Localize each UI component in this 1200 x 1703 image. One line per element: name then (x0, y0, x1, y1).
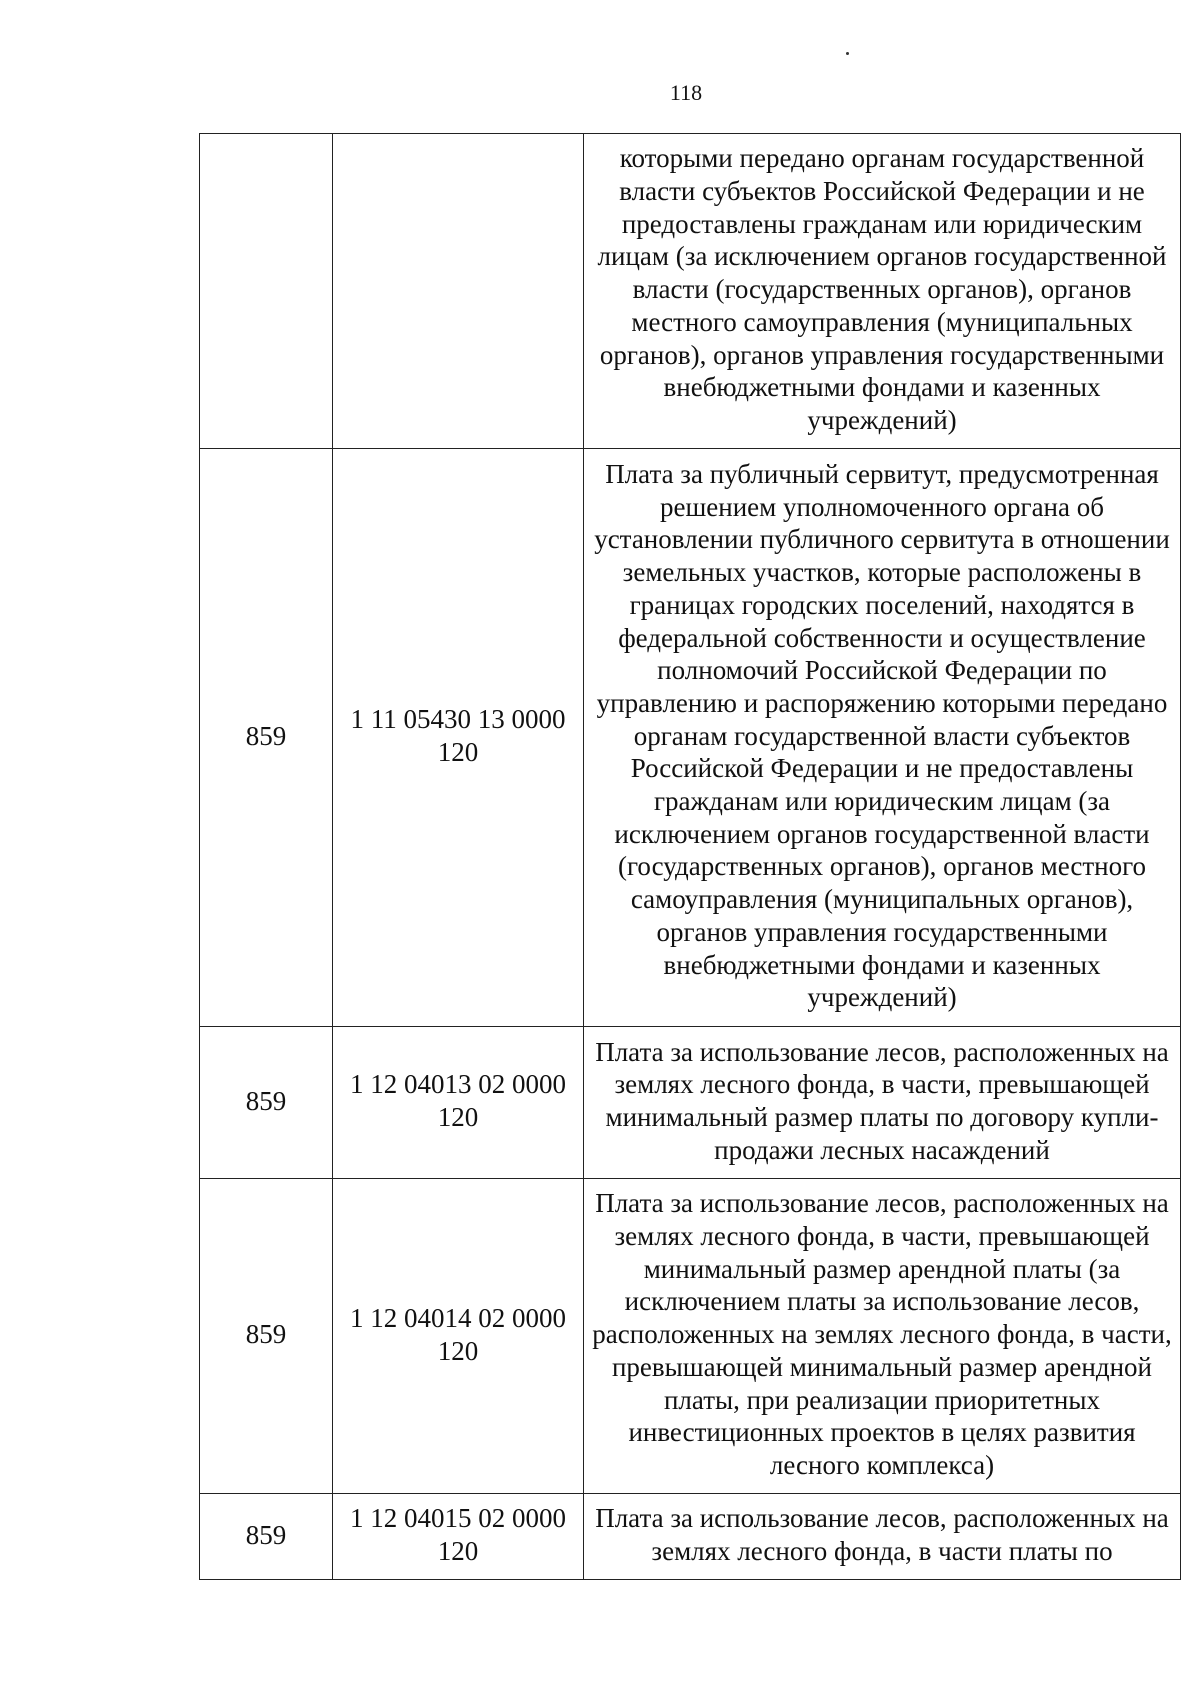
scan-speck (846, 52, 849, 55)
description-cell: Плата за использование лесов, расположенных на землях лесного фонда, в части, превышающей минимальный размер платы по договору купли-продажи лесных насаждений (584, 1027, 1181, 1179)
kbk-code-cell (333, 134, 584, 449)
admin-code-cell: 859 (200, 1179, 333, 1494)
admin-code-cell: 859 (200, 1027, 333, 1179)
admin-code-cell: 859 (200, 1494, 333, 1580)
revenue-codes-table (199, 133, 1181, 1580)
kbk-code-cell: 1 12 04013 02 0000 120 (333, 1027, 584, 1179)
description-cell: Плата за использование лесов, расположенных на землях лесного фонда, в части платы по (584, 1494, 1181, 1580)
description-cell: которыми передано органам государственной власти субъектов Российской Федерации и не предоставлены гражданам или юридическим лицам (за исключением органов государственной власти (государственных органов), органов местного самоуправления (муниципальных органов), органов управления государственными внебюджетными фондами и казенных учреждений) (584, 134, 1181, 449)
description-cell: Плата за публичный сервитут, предусмотренная решением уполномоченного органа об установлении публичного сервитута в отношении земельных участков, которые расположены в границах городских поселений, находятся в федеральной собственности и осуществление полномочий Российской Федерации по управлению и распоряжению которыми передано органам государственной власти субъектов Российской Федерации и не предоставлены гражданам или юридическим лицам (за исключением органов государственной власти (государственных органов), органов местного самоуправления (муниципальных органов), органов управления государственными внебюджетными фондами и казенных учреждений) (584, 449, 1181, 1027)
kbk-code-cell: 1 12 04014 02 0000 120 (333, 1179, 584, 1494)
table-row (200, 1494, 1181, 1580)
table-row (200, 134, 1181, 449)
table-row (200, 1027, 1181, 1179)
table-row (200, 449, 1181, 1027)
page-number: 118 (669, 80, 703, 105)
admin-code-cell: 859 (200, 449, 333, 1027)
description-cell: Плата за использование лесов, расположенных на землях лесного фонда, в части, превышающей минимальный размер арендной платы (за исключением платы за использование лесов, расположенных на землях лесного фонда, в части, превышающей минимальный размер арендной платы, при реализации приоритетных инвестиционных проектов в целях развития лесного комплекса) (584, 1179, 1181, 1494)
admin-code-cell (200, 134, 333, 449)
kbk-code-cell: 1 12 04015 02 0000 120 (333, 1494, 584, 1580)
table-row (200, 1179, 1181, 1494)
kbk-code-cell: 1 11 05430 13 0000 120 (333, 449, 584, 1027)
